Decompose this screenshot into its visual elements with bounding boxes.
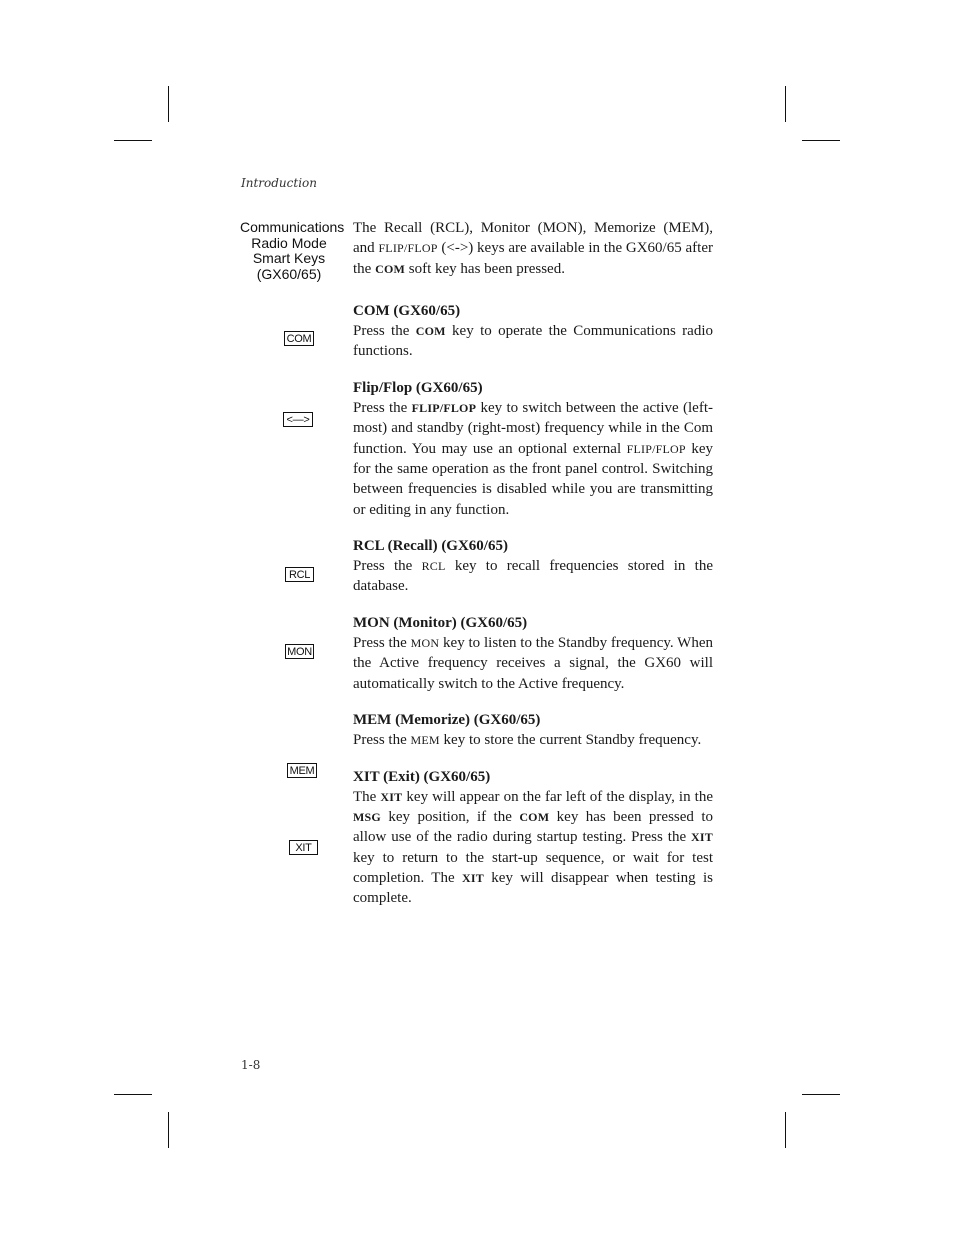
flip-flop-paragraph: Press the FLIP/FLOP key to switch between the active (left-most) and standby (right-most) frequency while in the Com function. You may use an optional external FLIP/FLOP key for the same operation as the front panel control. Switching between frequencies is disabled while you are transmitting or editing in any function.: [353, 400, 713, 518]
crop-mark-top-left-vertical: [168, 86, 169, 122]
crop-mark-bottom-right-horizontal: [802, 1094, 840, 1095]
intro-paragraph: The Recall (RCL), Monitor (MON), Memorize (MEM), and FLIP/FLOP (<->) keys are available in the GX60/65 after the COM soft key has been pressed.: [353, 220, 713, 277]
com-paragraph: Press the COM key to operate the Communications radio functions.: [353, 323, 713, 360]
side-heading: Communications Radio Mode Smart Keys (GX60/65): [240, 219, 345, 282]
crop-mark-top-right-vertical: [785, 86, 786, 122]
crop-mark-bottom-left-vertical: [168, 1112, 169, 1148]
page-number: 1-8: [241, 1058, 261, 1072]
com-heading: COM (GX60/65): [353, 302, 461, 319]
rcl-paragraph: Press the RCL key to recall frequencies stored in the database.: [353, 558, 714, 595]
com-key-icon: COM: [284, 331, 314, 346]
mon-paragraph: Press the MON key to listen to the Standby frequency. When the Active frequency receives a signal, the GX60 will automatically switch to the Active frequency.: [353, 635, 713, 692]
mon-key-icon: MON: [285, 644, 314, 659]
xit-heading: XIT (Exit) (GX60/65): [353, 768, 491, 785]
xit-paragraph: The XIT key will appear on the far left of the display, in the MSG key position, if the COM key has been pressed to allow use of the radio during startup testing. Press the XIT key to return to the start-up sequence, or wait for test completion. The XIT key will disappear when testing is complete.: [353, 788, 713, 907]
crop-mark-bottom-right-vertical: [785, 1112, 786, 1148]
mem-heading: MEM (Memorize) (GX60/65): [353, 711, 541, 728]
flip-flop-heading: Flip/Flop (GX60/65): [353, 379, 483, 396]
main-column: [353, 218, 713, 909]
flip-flop-key-icon: <—>: [283, 412, 313, 427]
mem-paragraph: Press the MEM key to store the current Standby frequency.: [353, 732, 702, 749]
mon-heading: MON (Monitor) (GX60/65): [353, 614, 528, 631]
running-header: Introduction: [241, 176, 317, 190]
crop-mark-bottom-left-horizontal: [114, 1094, 152, 1095]
rcl-heading: RCL (Recall) (GX60/65): [353, 537, 508, 554]
xit-key-icon: XIT: [289, 840, 318, 855]
rcl-key-icon: RCL: [285, 567, 314, 582]
crop-mark-top-left-horizontal: [114, 140, 152, 141]
mem-key-icon: MEM: [287, 763, 317, 778]
crop-mark-top-right-horizontal: [802, 140, 840, 141]
